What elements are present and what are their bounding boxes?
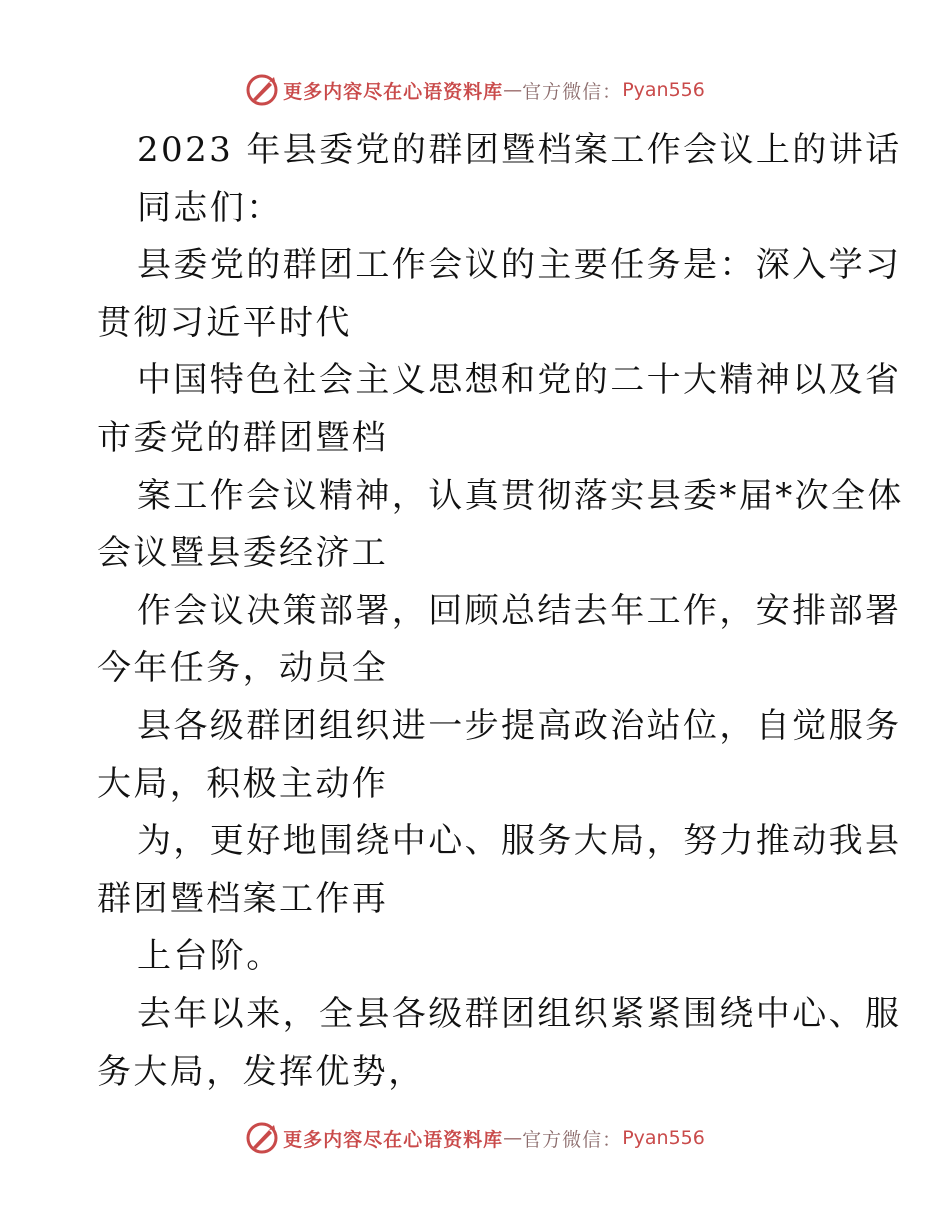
quill-logo-icon	[245, 1121, 279, 1155]
paragraph-line: 案工作会议精神，认真贯彻落实县委*届*次全体	[137, 475, 904, 516]
watermark-main-text: 更多内容尽在心语资料库	[283, 1128, 504, 1151]
paragraph-line: 务大局，发挥优势，	[97, 1051, 425, 1092]
paragraph-line: 作会议决策部署，回顾总结去年工作，安排部署	[137, 590, 902, 631]
document-title: 2023 年县委党的群团暨档案工作会议上的讲话	[137, 130, 902, 170]
document-body	[97, 122, 904, 1101]
paragraph-line: 去年以来，全县各级群团组织紧紧围绕中心、服	[137, 993, 902, 1034]
paragraph-line: 县各级群团组织进一步提高政治站位，自觉服务	[137, 705, 902, 746]
watermark-dash: —	[503, 79, 523, 101]
watermark-id: Pyan556	[622, 1127, 705, 1149]
paragraph-line: 贯彻习近平时代	[97, 302, 352, 343]
paragraph-line: 今年任务，动员全	[97, 648, 389, 689]
paragraph-line: 中国特色社会主义思想和党的二十大精神以及省	[137, 360, 902, 401]
watermark-id: Pyan556	[622, 79, 705, 101]
paragraph-line: 上台阶。	[137, 936, 283, 977]
paragraph-line: 会议暨县委经济工	[97, 533, 389, 574]
paragraph-line: 大局，积极主动作	[97, 763, 389, 804]
paragraph-line: 为，更好地围绕中心、服务大局，努力推动我县	[137, 821, 902, 862]
watermark-label: 官方微信：	[522, 1128, 623, 1151]
watermark-main-text: 更多内容尽在心语资料库	[283, 80, 504, 103]
quill-logo-icon	[245, 73, 279, 107]
watermark-banner-bottom	[0, 1118, 950, 1158]
paragraph-line: 群团暨档案工作再	[97, 878, 389, 919]
paragraph-line: 县委党的群团工作会议的主要任务是：深入学习	[137, 245, 902, 286]
watermark-label: 官方微信：	[522, 80, 623, 103]
watermark-dash: —	[503, 1127, 523, 1149]
paragraph-line: 市委党的群团暨档	[97, 417, 389, 458]
salutation: 同志们：	[137, 187, 283, 228]
watermark-banner-top	[0, 70, 950, 110]
